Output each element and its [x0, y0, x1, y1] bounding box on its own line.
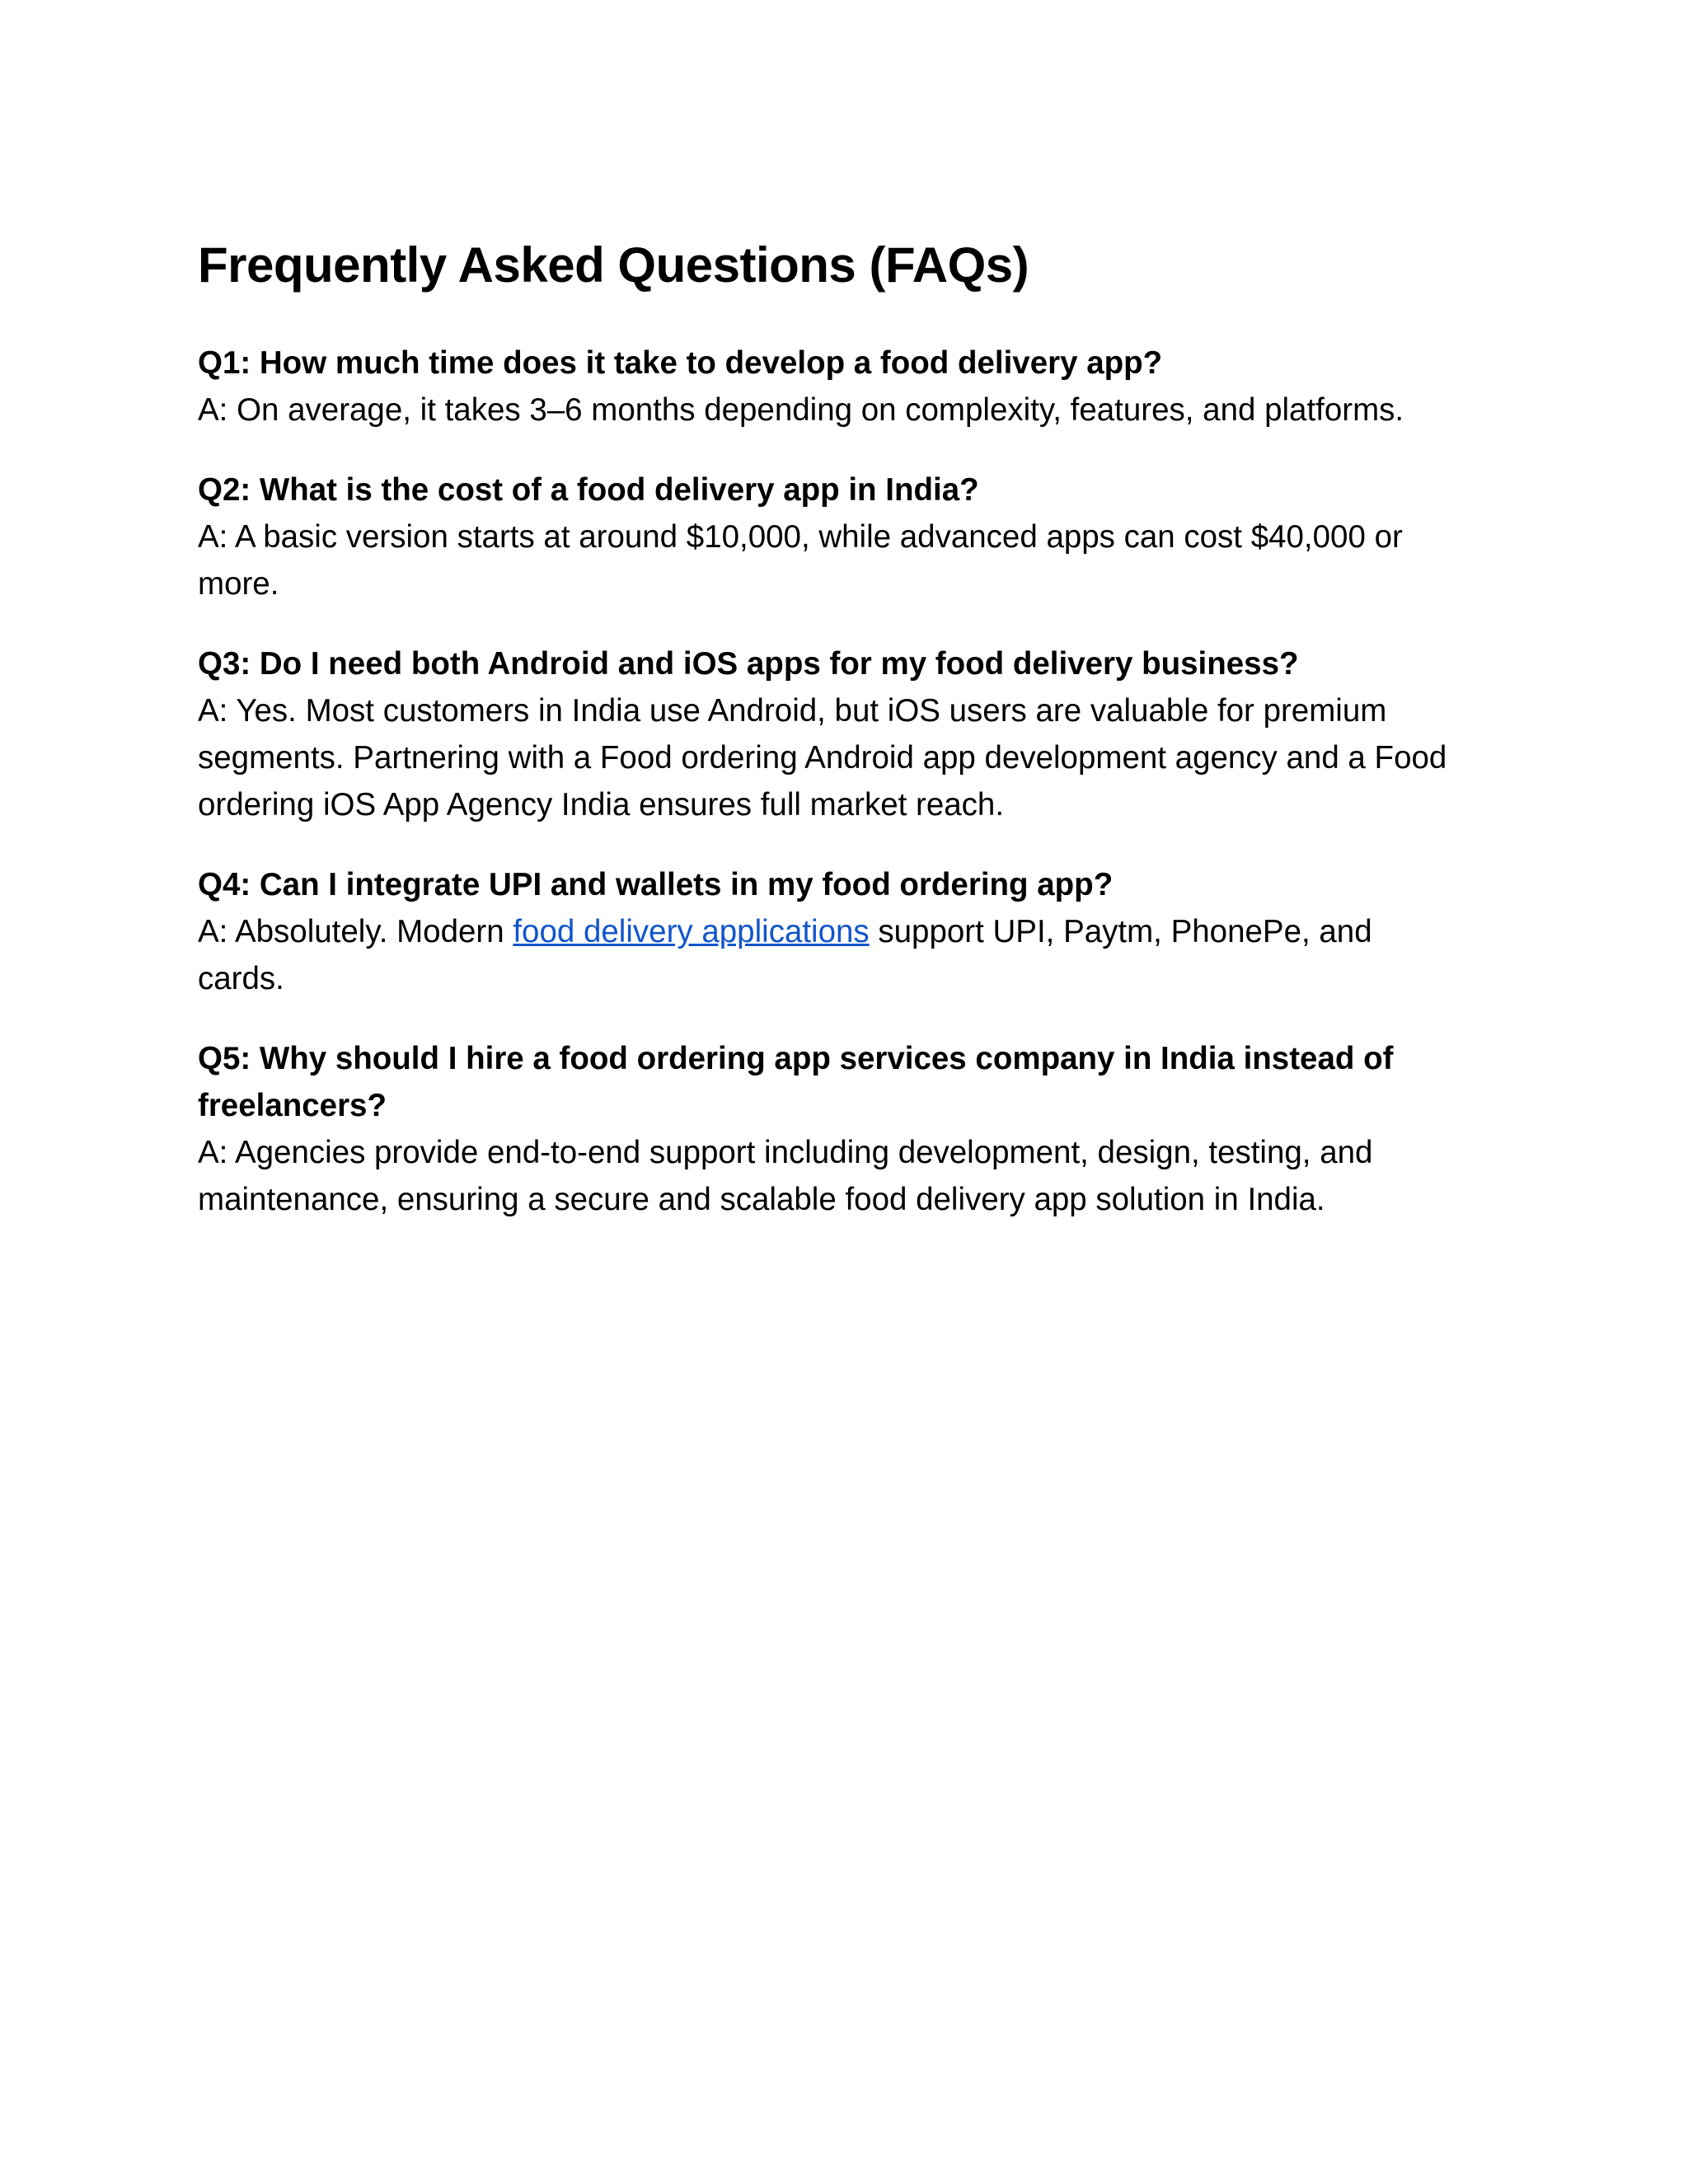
faq-question-1: Q1: How much time does it take to develop a food delivery app? — [198, 345, 1163, 381]
faq-item-2 — [198, 466, 1467, 607]
faq-item-5 — [198, 1035, 1467, 1223]
faq-question-3: Q3: Do I need both Android and iOS apps for my food delivery business? — [198, 646, 1299, 682]
faq-answer-4-lead: A: Absolutely. Modern — [198, 914, 513, 949]
faq-question-4: Q4: Can I integrate UPI and wallets in my food ordering app? — [198, 867, 1114, 902]
food-delivery-applications-link[interactable]: food delivery applications — [513, 914, 870, 949]
faq-item-3 — [198, 640, 1467, 828]
faq-item-1 — [198, 340, 1467, 434]
page-title: Frequently Asked Questions (FAQs) — [198, 237, 1029, 293]
faq-answer-4-tail: support UPI, Paytm, PhonePe, and cards. — [198, 914, 1372, 996]
faq-item-4 — [198, 861, 1467, 1002]
document-content — [198, 234, 1467, 1256]
faq-answer-3: A: Yes. Most customers in India use Android, but iOS users are valuable for premium segments. Partnering with a Food ordering Android app development agency and a Food ordering iOS App Agency India ensures full market reach. — [198, 693, 1447, 823]
faq-question-2: Q2: What is the cost of a food delivery app in India? — [198, 472, 979, 508]
faq-answer-4 — [198, 908, 1467, 1002]
faq-answer-5: A: Agencies provide end-to-end support including development, design, testing, and maintenance, ensuring a secure and scalable food delivery app solution in India. — [198, 1135, 1373, 1217]
faq-answer-1: A: On average, it takes 3–6 months depending on complexity, features, and platforms. — [198, 392, 1404, 428]
faq-question-5: Q5: Why should I hire a food ordering app services company in India instead of freelancers? — [198, 1041, 1394, 1123]
faq-answer-2: A: A basic version starts at around $10,000, while advanced apps can cost $40,000 or more. — [198, 519, 1403, 602]
